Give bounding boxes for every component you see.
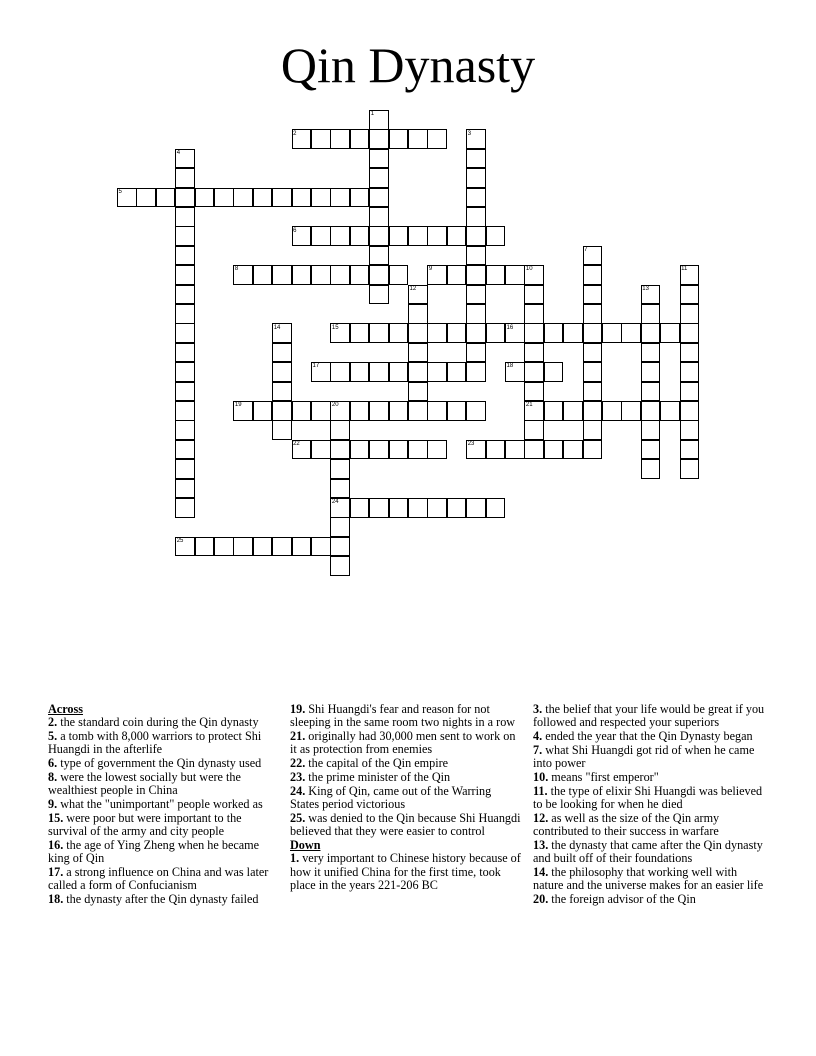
clue-column-2 (290, 703, 522, 893)
grid-number: 2 (293, 130, 297, 137)
clue-text: what Shi Huangdi got rid of when he came into power (533, 742, 755, 771)
grid-cell[interactable] (175, 440, 195, 460)
grid-cell[interactable] (466, 265, 486, 285)
grid-cell[interactable] (272, 265, 292, 285)
grid-cell[interactable] (447, 323, 467, 343)
grid-cell[interactable] (466, 226, 486, 246)
grid-number: 7 (584, 247, 588, 253)
grid-cell[interactable] (311, 440, 331, 460)
grid-number: 8 (234, 266, 239, 273)
grid-cell[interactable] (175, 188, 195, 208)
clue-text: the dynasty that came after the Qin dynasty and built off of their foundations (533, 837, 763, 866)
clue-text: what the "unimportant" people worked as (57, 797, 263, 812)
grid-cell[interactable] (195, 188, 215, 208)
clue-text: very important to Chinese history because of how it unified China for the first time, took place in the years 221-206 BC (290, 851, 521, 892)
grid-number: 21 (525, 402, 533, 409)
clue-number: 11. (533, 783, 548, 798)
clue-text: were the lowest socially but were the wealthiest people in China (48, 769, 241, 798)
grid-number: 11 (681, 266, 688, 273)
across-clue (48, 893, 280, 906)
grid-cell[interactable] (641, 323, 661, 343)
grid-cell[interactable] (253, 537, 273, 557)
grid-cell[interactable] (544, 362, 564, 382)
grid-number: 19 (234, 402, 242, 409)
across-clue (290, 771, 522, 784)
grid-cell[interactable] (466, 362, 486, 382)
grid-cell[interactable] (641, 343, 661, 363)
grid-cell[interactable] (175, 401, 195, 421)
grid-number: 5 (118, 188, 122, 195)
grid-cell[interactable] (505, 440, 525, 460)
grid-cell[interactable] (563, 323, 583, 343)
grid-cell[interactable] (583, 420, 603, 440)
grid-cell[interactable] (330, 440, 350, 460)
grid-cell[interactable] (583, 343, 603, 363)
grid-cell[interactable] (350, 323, 370, 343)
clue-number: 25. (290, 810, 306, 825)
down-heading: Down (290, 837, 321, 852)
grid-cell[interactable] (524, 343, 544, 363)
clue-text: means "first emperor" (548, 769, 659, 784)
grid-cell[interactable] (680, 401, 700, 421)
clue-text: the standard coin during the Qin dynasty (57, 715, 259, 730)
grid-cell[interactable] (311, 129, 331, 149)
clue-text: was denied to the Qin because Shi Huangdi believed that they were easier to control (290, 810, 521, 839)
clue-text: the type of elixir Shi Huangdi was believed to be looking for when he died (533, 783, 763, 812)
grid-cell[interactable] (233, 188, 253, 208)
grid-cell[interactable] (680, 440, 700, 460)
grid-number: 18 (506, 363, 514, 370)
grid-cell[interactable] (447, 498, 467, 518)
grid-cell[interactable] (680, 420, 700, 440)
grid-cell[interactable] (486, 265, 506, 285)
grid-cell[interactable] (680, 362, 700, 382)
grid-cell[interactable] (408, 129, 428, 149)
clue-text: originally had 30,000 men sent to work on it as protection from enemies (290, 729, 516, 757)
grid-cell[interactable] (583, 362, 603, 382)
grid-cell[interactable] (175, 265, 195, 285)
grid-cell[interactable] (175, 246, 195, 266)
clue-number: 19. (290, 702, 306, 716)
grid-cell[interactable] (408, 304, 428, 324)
grid-number: 25 (176, 538, 184, 544)
grid-number: 1 (370, 111, 375, 118)
grid-cell[interactable] (369, 440, 389, 460)
grid-cell[interactable] (583, 285, 603, 305)
grid-cell[interactable] (369, 401, 389, 421)
across-clue (48, 730, 280, 757)
clue-column-1 (48, 703, 280, 907)
grid-cell[interactable] (621, 401, 641, 421)
clue-text: the dynasty after the Qin dynasty failed (63, 892, 259, 907)
clue-text: a tomb with 8,000 warriors to protect Shi Huangdi in the afterlife (48, 729, 262, 757)
grid-cell[interactable] (680, 285, 700, 305)
grid-cell[interactable] (408, 323, 428, 343)
grid-cell[interactable] (292, 188, 312, 208)
across-clue (48, 812, 280, 839)
grid-number: 12 (409, 285, 417, 292)
grid-cell[interactable] (408, 362, 428, 382)
clue-text: the age of Ying Zheng when he became king of Qin (48, 837, 260, 866)
grid-cell[interactable] (330, 129, 350, 149)
down-clue (533, 785, 765, 812)
grid-cell[interactable] (175, 362, 195, 382)
grid-cell[interactable] (369, 207, 389, 227)
grid-cell[interactable] (408, 226, 428, 246)
grid-cell[interactable] (175, 226, 195, 246)
grid-cell[interactable] (330, 420, 350, 440)
grid-number: 6 (293, 227, 297, 234)
grid-cell[interactable] (427, 498, 447, 518)
grid-cell[interactable] (466, 168, 486, 188)
down-clue (533, 703, 765, 730)
grid-cell[interactable] (311, 265, 331, 285)
down-clue (533, 839, 765, 866)
grid-cell[interactable] (466, 188, 486, 208)
grid-cell[interactable] (350, 440, 370, 460)
grid-cell[interactable] (680, 304, 700, 324)
grid-cell[interactable] (544, 440, 564, 460)
grid-cell[interactable] (680, 343, 700, 363)
grid-cell[interactable] (330, 537, 350, 557)
grid-cell[interactable] (466, 207, 486, 227)
grid-cell[interactable] (350, 226, 370, 246)
clue-number: 9. (48, 797, 58, 812)
clue-text: type of government the Qin dynasty used (57, 756, 262, 771)
grid-cell[interactable] (272, 382, 292, 402)
clue-number: 5. (48, 729, 58, 744)
grid-cell[interactable] (466, 246, 486, 266)
grid-cell[interactable] (272, 420, 292, 440)
grid-cell[interactable] (175, 207, 195, 227)
across-clue (290, 757, 522, 770)
grid-cell[interactable] (466, 149, 486, 169)
clue-text: King of Qin, came out of the Warring States period victorious (290, 783, 492, 812)
grid-cell[interactable] (427, 362, 447, 382)
grid-cell[interactable] (486, 323, 506, 343)
grid-cell[interactable] (253, 401, 273, 421)
grid-cell[interactable] (253, 188, 273, 208)
clue-number: 2. (48, 715, 58, 730)
grid-cell[interactable] (175, 323, 195, 343)
clue-number: 10. (533, 769, 549, 784)
grid-cell[interactable] (641, 401, 661, 421)
grid-cell[interactable] (544, 323, 564, 343)
grid-cell[interactable] (292, 265, 312, 285)
grid-cell[interactable] (641, 420, 661, 440)
grid-cell[interactable] (214, 537, 234, 557)
grid-cell[interactable] (524, 420, 544, 440)
grid-cell[interactable] (330, 479, 350, 499)
across-clue (48, 771, 280, 798)
clue-number: 17. (48, 865, 64, 880)
grid-number: 14 (273, 324, 281, 331)
grid-cell[interactable] (350, 188, 370, 208)
grid-cell[interactable] (641, 440, 661, 460)
clue-number: 12. (533, 810, 549, 825)
grid-cell[interactable] (330, 556, 350, 576)
clue-text: the philosophy that working well with nature and the universe makes for an easier life (533, 865, 764, 893)
across-clue (290, 703, 522, 730)
across-clue (48, 839, 280, 866)
grid-number: 15 (331, 324, 339, 331)
grid-cell[interactable] (330, 459, 350, 479)
grid-cell[interactable] (389, 265, 409, 285)
across-clue-list-continued (290, 703, 522, 838)
clue-number: 7. (533, 742, 543, 757)
grid-cell[interactable] (466, 498, 486, 518)
grid-cell[interactable] (233, 537, 253, 557)
clue-number: 22. (290, 756, 306, 771)
grid-cell[interactable] (427, 401, 447, 421)
grid-cell[interactable] (660, 401, 680, 421)
grid-cell[interactable] (175, 382, 195, 402)
down-clue (533, 893, 765, 906)
clue-number: 13. (533, 837, 549, 852)
grid-cell[interactable] (311, 537, 331, 557)
grid-cell[interactable] (272, 343, 292, 363)
clue-text: ended the year that the Qin Dynasty began (542, 729, 753, 744)
grid-cell[interactable] (427, 440, 447, 460)
grid-cell[interactable] (524, 362, 544, 382)
across-clue (290, 812, 522, 839)
clue-text: a strong influence on China and was later called a form of Confucianism (48, 865, 269, 893)
grid-cell[interactable] (369, 226, 389, 246)
down-clue (533, 812, 765, 839)
grid-cell[interactable] (389, 323, 409, 343)
grid-cell[interactable] (272, 188, 292, 208)
clue-number: 3. (533, 702, 543, 716)
down-clue-list (290, 852, 522, 892)
grid-cell[interactable] (369, 149, 389, 169)
grid-cell[interactable] (466, 323, 486, 343)
grid-number: 4 (176, 150, 181, 156)
clue-text: as well as the size of the Qin army contributed to their success in warfare (533, 810, 720, 839)
grid-cell[interactable] (369, 285, 389, 305)
grid-cell[interactable] (447, 265, 467, 285)
grid-cell[interactable] (253, 265, 273, 285)
grid-cell[interactable] (292, 537, 312, 557)
clue-number: 6. (48, 756, 58, 771)
grid-cell[interactable] (350, 129, 370, 149)
grid-number: 10 (525, 266, 533, 273)
clue-number: 18. (48, 892, 64, 907)
grid-cell[interactable] (389, 129, 409, 149)
grid-cell[interactable] (466, 285, 486, 305)
grid-cell[interactable] (563, 440, 583, 460)
grid-cell[interactable] (602, 401, 622, 421)
across-clue-list (48, 716, 280, 906)
grid-cell[interactable] (175, 343, 195, 363)
grid-cell[interactable] (447, 226, 467, 246)
down-clue (533, 744, 765, 771)
grid-cell[interactable] (136, 188, 156, 208)
clue-number: 4. (533, 729, 543, 744)
grid-cell[interactable] (427, 129, 447, 149)
grid-cell[interactable] (583, 440, 603, 460)
grid-cell[interactable] (369, 498, 389, 518)
grid-cell[interactable] (427, 323, 447, 343)
grid-cell[interactable] (369, 129, 389, 149)
grid-cell[interactable] (408, 401, 428, 421)
grid-cell[interactable] (486, 226, 506, 246)
clue-number: 20. (533, 892, 549, 907)
grid-cell[interactable] (466, 401, 486, 421)
grid-number: 20 (331, 402, 339, 409)
clue-text: the foreign advisor of the Qin (548, 892, 696, 907)
grid-cell[interactable] (350, 265, 370, 285)
grid-number: 3 (467, 130, 472, 137)
grid-cell[interactable] (466, 304, 486, 324)
down-clue (533, 866, 765, 893)
down-clue-list-continued (533, 703, 765, 906)
grid-cell[interactable] (408, 498, 428, 518)
grid-cell[interactable] (524, 304, 544, 324)
across-clue (48, 866, 280, 893)
grid-cell[interactable] (272, 362, 292, 382)
across-clue (48, 716, 280, 729)
grid-number: 9 (428, 266, 433, 273)
grid-cell[interactable] (369, 362, 389, 382)
grid-cell[interactable] (621, 323, 641, 343)
clue-number: 8. (48, 769, 58, 784)
grid-cell[interactable] (175, 420, 195, 440)
grid-cell[interactable] (505, 265, 525, 285)
grid-cell[interactable] (330, 188, 350, 208)
grid-cell[interactable] (311, 401, 331, 421)
grid-cell[interactable] (369, 168, 389, 188)
grid-cell[interactable] (427, 226, 447, 246)
clue-column-3 (533, 703, 765, 907)
grid-cell[interactable] (447, 401, 467, 421)
down-clue (290, 852, 522, 892)
grid-cell[interactable] (175, 304, 195, 324)
grid-cell[interactable] (369, 188, 389, 208)
grid-cell[interactable] (175, 498, 195, 518)
grid-cell[interactable] (524, 440, 544, 460)
grid-cell[interactable] (369, 265, 389, 285)
grid-cell[interactable] (466, 343, 486, 363)
grid-number: 16 (506, 324, 514, 331)
clue-number: 24. (290, 783, 306, 798)
grid-cell[interactable] (660, 323, 680, 343)
grid-cell[interactable] (389, 226, 409, 246)
grid-cell[interactable] (175, 459, 195, 479)
clue-number: 1. (290, 851, 300, 866)
grid-cell[interactable] (583, 323, 603, 343)
clue-text: the capital of the Qin empire (305, 756, 449, 771)
grid-cell[interactable] (175, 285, 195, 305)
grid-cell[interactable] (350, 362, 370, 382)
clue-number: 16. (48, 837, 64, 852)
clue-text: the prime minister of the Qin (305, 769, 451, 784)
grid-cell[interactable] (583, 382, 603, 402)
grid-cell[interactable] (602, 323, 622, 343)
grid-number: 17 (312, 363, 320, 370)
down-clue (533, 771, 765, 784)
grid-cell[interactable] (524, 323, 544, 343)
grid-cell[interactable] (680, 459, 700, 479)
grid-number: 24 (331, 499, 339, 506)
clue-text: were poor but were important to the survival of the army and city people (48, 810, 242, 839)
grid-cell[interactable] (195, 537, 215, 557)
grid-cell[interactable] (369, 246, 389, 266)
grid-cell[interactable] (524, 382, 544, 402)
grid-cell[interactable] (175, 168, 195, 188)
grid-cell[interactable] (680, 382, 700, 402)
grid-cell[interactable] (641, 382, 661, 402)
grid-cell[interactable] (583, 265, 603, 285)
grid-number: 22 (293, 441, 300, 447)
grid-cell[interactable] (544, 401, 564, 421)
grid-cell[interactable] (330, 226, 350, 246)
across-clue (290, 730, 522, 757)
grid-cell[interactable] (680, 323, 700, 343)
clue-text: Shi Huangdi's fear and reason for not sleeping in the same room two nights in a row (290, 702, 516, 730)
grid-cell[interactable] (389, 440, 409, 460)
grid-cell[interactable] (486, 440, 506, 460)
across-clue (48, 798, 280, 811)
grid-cell[interactable] (583, 401, 603, 421)
across-clue (290, 785, 522, 812)
clue-number: 21. (290, 729, 306, 744)
grid-cell[interactable] (272, 537, 292, 557)
grid-cell[interactable] (408, 440, 428, 460)
grid-cell[interactable] (214, 188, 234, 208)
grid-cell[interactable] (175, 479, 195, 499)
grid-cell[interactable] (641, 304, 661, 324)
down-clue (533, 730, 765, 743)
grid-cell[interactable] (369, 323, 389, 343)
grid-cell[interactable] (408, 343, 428, 363)
clue-text: the belief that your life would be great if you followed and respected your superiors (533, 702, 765, 730)
grid-cell[interactable] (292, 401, 312, 421)
clue-number: 14. (533, 865, 549, 880)
across-heading: Across (48, 702, 83, 716)
grid-cell[interactable] (156, 188, 176, 208)
grid-cell[interactable] (330, 265, 350, 285)
grid-cell[interactable] (311, 226, 331, 246)
grid-cell[interactable] (272, 401, 292, 421)
grid-cell[interactable] (408, 382, 428, 402)
grid-cell[interactable] (563, 401, 583, 421)
grid-cell[interactable] (641, 459, 661, 479)
grid-cell[interactable] (350, 401, 370, 421)
across-clue (48, 757, 280, 770)
clue-number: 23. (290, 769, 306, 784)
grid-cell[interactable] (311, 188, 331, 208)
grid-number: 13 (642, 285, 649, 292)
grid-number: 23 (467, 441, 475, 447)
grid-cell[interactable] (583, 304, 603, 324)
grid-cell[interactable] (389, 362, 409, 382)
grid-cell[interactable] (641, 362, 661, 382)
grid-cell[interactable] (486, 498, 506, 518)
puzzle-title: Qin Dynasty (280, 37, 536, 93)
grid-cell[interactable] (330, 517, 350, 537)
grid-cell[interactable] (389, 401, 409, 421)
grid-cell[interactable] (524, 285, 544, 305)
grid-cell[interactable] (350, 498, 370, 518)
clue-number: 15. (48, 810, 64, 825)
grid-cell[interactable] (447, 362, 467, 382)
grid-cell[interactable] (389, 498, 409, 518)
grid-cell[interactable] (330, 362, 350, 382)
